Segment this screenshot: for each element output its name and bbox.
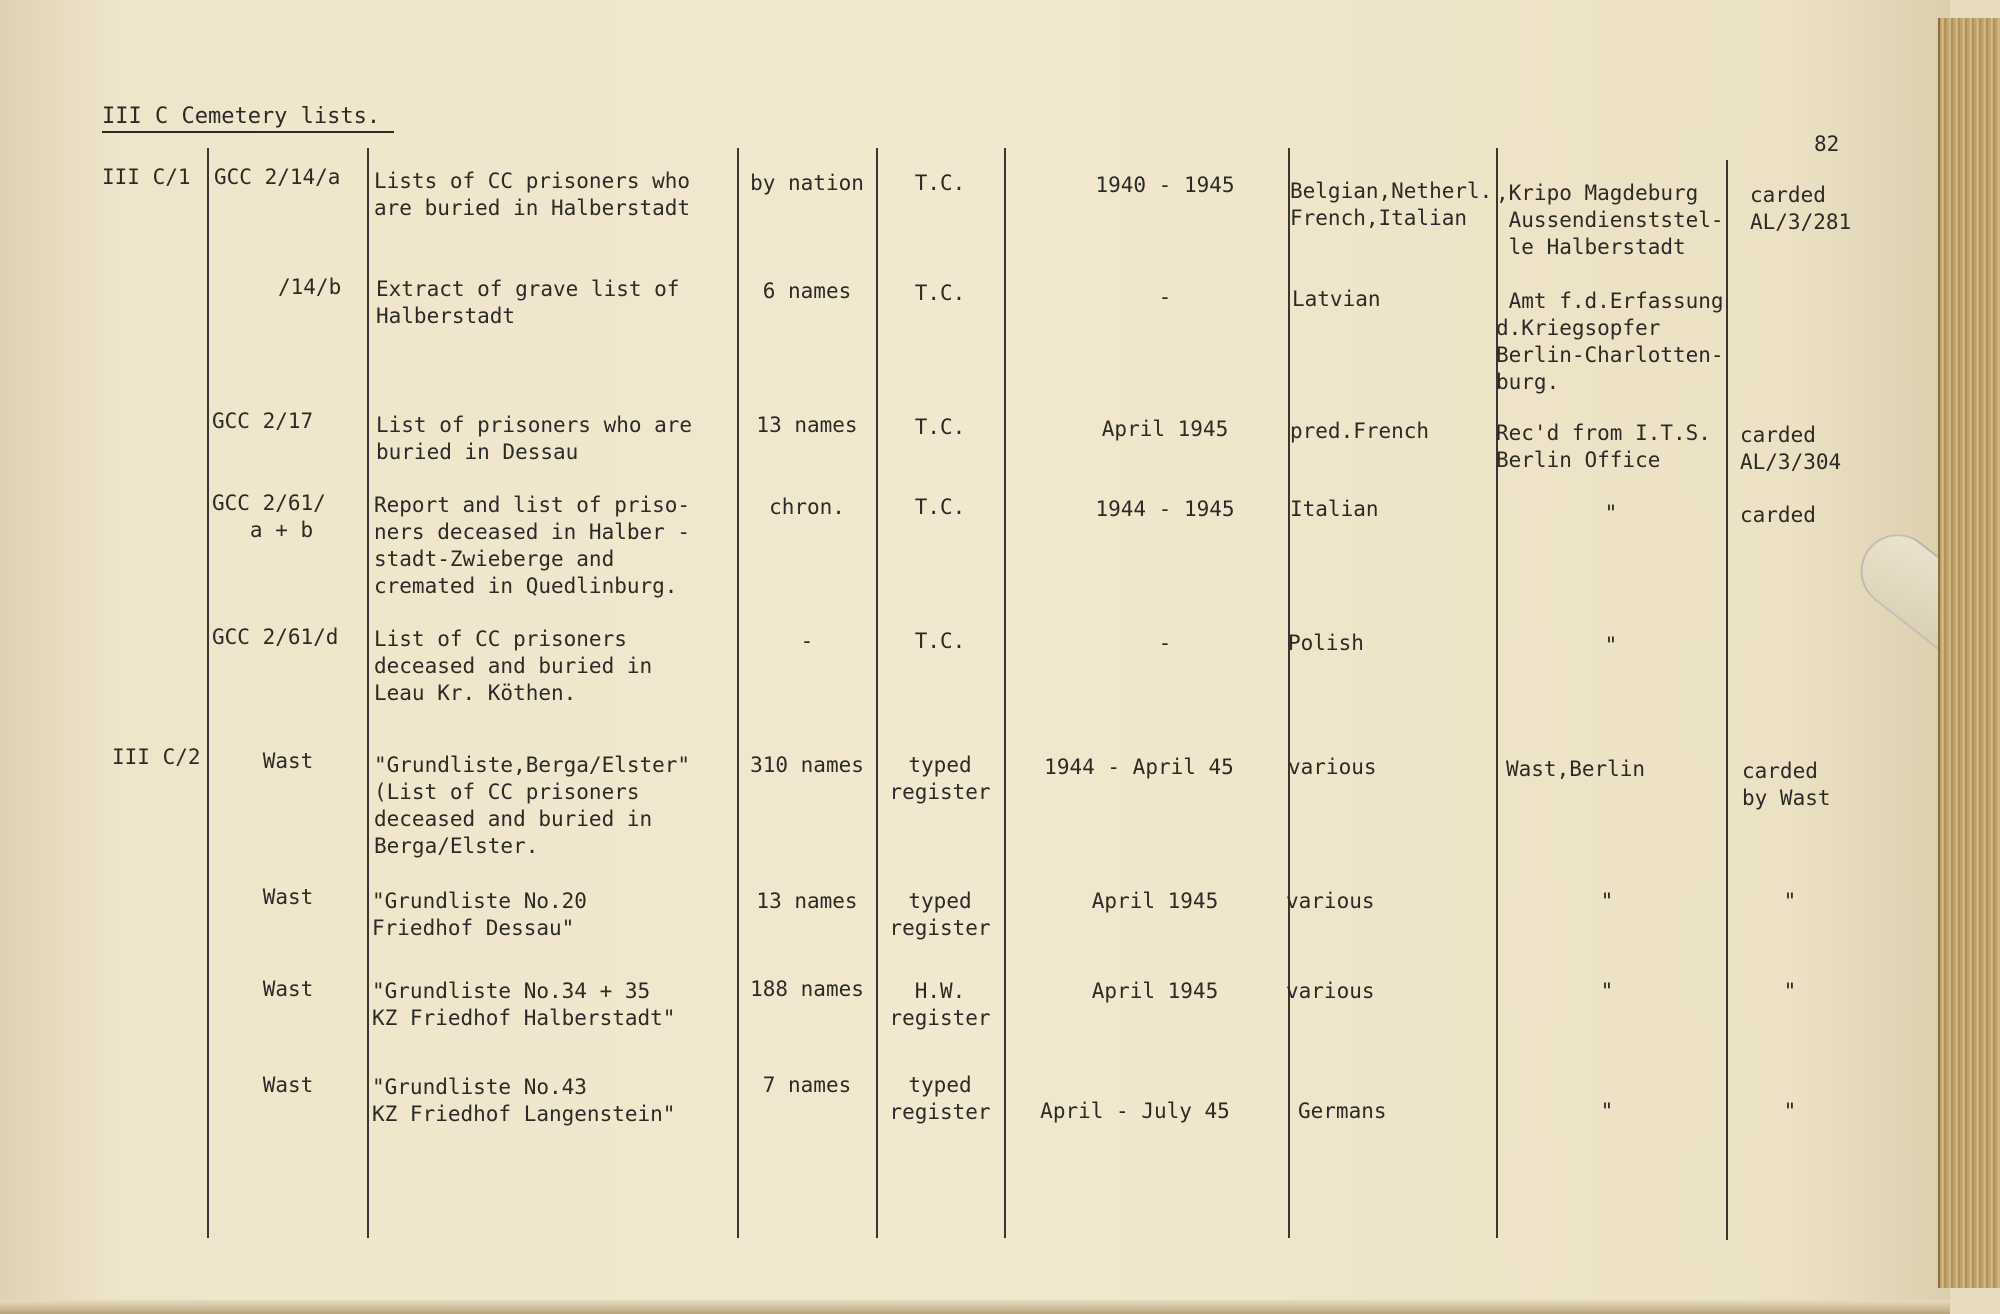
reference-cell: Wast bbox=[262, 977, 314, 1001]
source-cell: " bbox=[1600, 979, 1614, 1003]
page-number: 82 bbox=[1814, 132, 1840, 156]
nationality-cell: pred.French bbox=[1290, 419, 1430, 443]
nationality-cell: Germans bbox=[1298, 1099, 1387, 1123]
remarks-cell: " bbox=[1783, 1099, 1797, 1123]
dates-cell: 1940 - 1945 bbox=[1095, 173, 1235, 197]
remarks-cell: carded AL/3/281 bbox=[1750, 183, 1852, 234]
nationality-cell: Italian bbox=[1290, 497, 1379, 521]
nationality-cell: Polish bbox=[1288, 631, 1364, 655]
nationality-cell: Belgian,Netherl. French,Italian bbox=[1290, 179, 1493, 230]
dates-cell: April - July 45 bbox=[1040, 1099, 1230, 1123]
description-cell: Report and list of priso- ners deceased in Halber - stadt-Zwieberge and cremated in Quedlinburg. bbox=[374, 493, 691, 598]
extent-cell: chron. bbox=[769, 495, 845, 519]
column-rule bbox=[1004, 148, 1006, 1238]
type-cell: typed register bbox=[889, 1073, 991, 1124]
column-rule bbox=[1288, 148, 1290, 1238]
remarks-cell: " bbox=[1783, 889, 1797, 913]
column-rule bbox=[207, 148, 209, 1238]
nationality-cell: various bbox=[1286, 979, 1375, 1003]
reference-cell: GCC 2/17 bbox=[212, 409, 314, 433]
source-cell: Rec'd from I.T.S. Berlin Office bbox=[1496, 421, 1711, 472]
type-cell: T.C. bbox=[914, 415, 966, 439]
reference-cell: GCC 2/14/a bbox=[214, 165, 341, 189]
column-rule bbox=[737, 148, 739, 1238]
source-cell: " bbox=[1600, 1099, 1614, 1123]
type-cell: T.C. bbox=[914, 171, 966, 195]
extent-cell: 13 names bbox=[756, 889, 858, 913]
extent-cell: 188 names bbox=[750, 977, 864, 1001]
description-cell: "Grundliste No.34 + 35 KZ Friedhof Halberstadt" bbox=[372, 979, 676, 1030]
type-cell: T.C. bbox=[914, 495, 966, 519]
extent-cell: - bbox=[800, 629, 814, 653]
dates-cell: - bbox=[1158, 631, 1172, 655]
description-cell: "Grundliste No.20 Friedhof Dessau" bbox=[372, 889, 587, 940]
extent-cell: 13 names bbox=[756, 413, 858, 437]
remarks-cell: carded by Wast bbox=[1742, 759, 1831, 810]
description-cell: "Grundliste No.43 KZ Friedhof Langenstein" bbox=[372, 1075, 676, 1126]
source-cell: " bbox=[1600, 889, 1614, 913]
page-title: III C Cemetery lists. bbox=[102, 104, 394, 133]
description-cell: List of prisoners who are buried in Dessau bbox=[376, 413, 693, 464]
extent-cell: 6 names bbox=[762, 279, 852, 303]
source-cell: ,Kripo Magdeburg Aussendienststel- le Halberstadt bbox=[1496, 181, 1724, 259]
type-cell: T.C. bbox=[914, 629, 966, 653]
dates-cell: 1944 - April 45 bbox=[1044, 755, 1234, 779]
column-rule bbox=[1726, 160, 1728, 1240]
nationality-cell: Latvian bbox=[1292, 287, 1381, 311]
type-cell: typed register bbox=[889, 889, 991, 940]
column-rule bbox=[367, 148, 369, 1238]
book-page-edges bbox=[1938, 18, 2000, 1288]
reference-cell: Wast bbox=[262, 749, 314, 773]
reference-cell: GCC 2/61/ a + b bbox=[212, 491, 326, 542]
nationality-cell: various bbox=[1286, 889, 1375, 913]
extent-cell: by nation bbox=[750, 171, 864, 195]
source-cell: " bbox=[1604, 501, 1618, 525]
nationality-cell: various bbox=[1288, 755, 1377, 779]
description-cell: Extract of grave list of Halberstadt bbox=[376, 277, 680, 328]
source-cell: Wast,Berlin bbox=[1506, 757, 1646, 781]
reference-cell: /14/b bbox=[278, 275, 342, 299]
source-cell: " bbox=[1604, 633, 1618, 657]
dates-cell: - bbox=[1158, 285, 1172, 309]
source-cell: Amt f.d.Erfassung d.Kriegsopfer Berlin-Charlotten- burg. bbox=[1496, 289, 1724, 394]
remarks-cell: " bbox=[1783, 979, 1797, 1003]
description-cell: "Grundliste,Berga/Elster" (List of CC prisoners deceased and buried in Berga/Elster. bbox=[374, 753, 691, 858]
dates-cell: April 1945 bbox=[1101, 417, 1229, 441]
page-bottom-shadow bbox=[0, 1300, 1950, 1314]
section-cell: III C/1 bbox=[102, 165, 191, 189]
type-cell: H.W. register bbox=[889, 979, 991, 1030]
reference-cell: Wast bbox=[262, 1073, 314, 1097]
description-cell: Lists of CC prisoners who are buried in Halberstadt bbox=[374, 169, 691, 220]
reference-cell: GCC 2/61/d bbox=[212, 625, 339, 649]
section-cell: III C/2 bbox=[112, 745, 201, 769]
extent-cell: 7 names bbox=[762, 1073, 852, 1097]
description-cell: List of CC prisoners deceased and buried in Leau Kr. Köthen. bbox=[374, 627, 653, 705]
dates-cell: April 1945 bbox=[1091, 889, 1219, 913]
reference-cell: Wast bbox=[262, 885, 314, 909]
extent-cell: 310 names bbox=[750, 753, 864, 777]
type-cell: typed register bbox=[889, 753, 991, 804]
type-cell: T.C. bbox=[914, 281, 966, 305]
dates-cell: 1944 - 1945 bbox=[1095, 497, 1235, 521]
dates-cell: April 1945 bbox=[1091, 979, 1219, 1003]
remarks-cell: carded bbox=[1740, 503, 1816, 527]
remarks-cell: carded AL/3/304 bbox=[1740, 423, 1842, 474]
